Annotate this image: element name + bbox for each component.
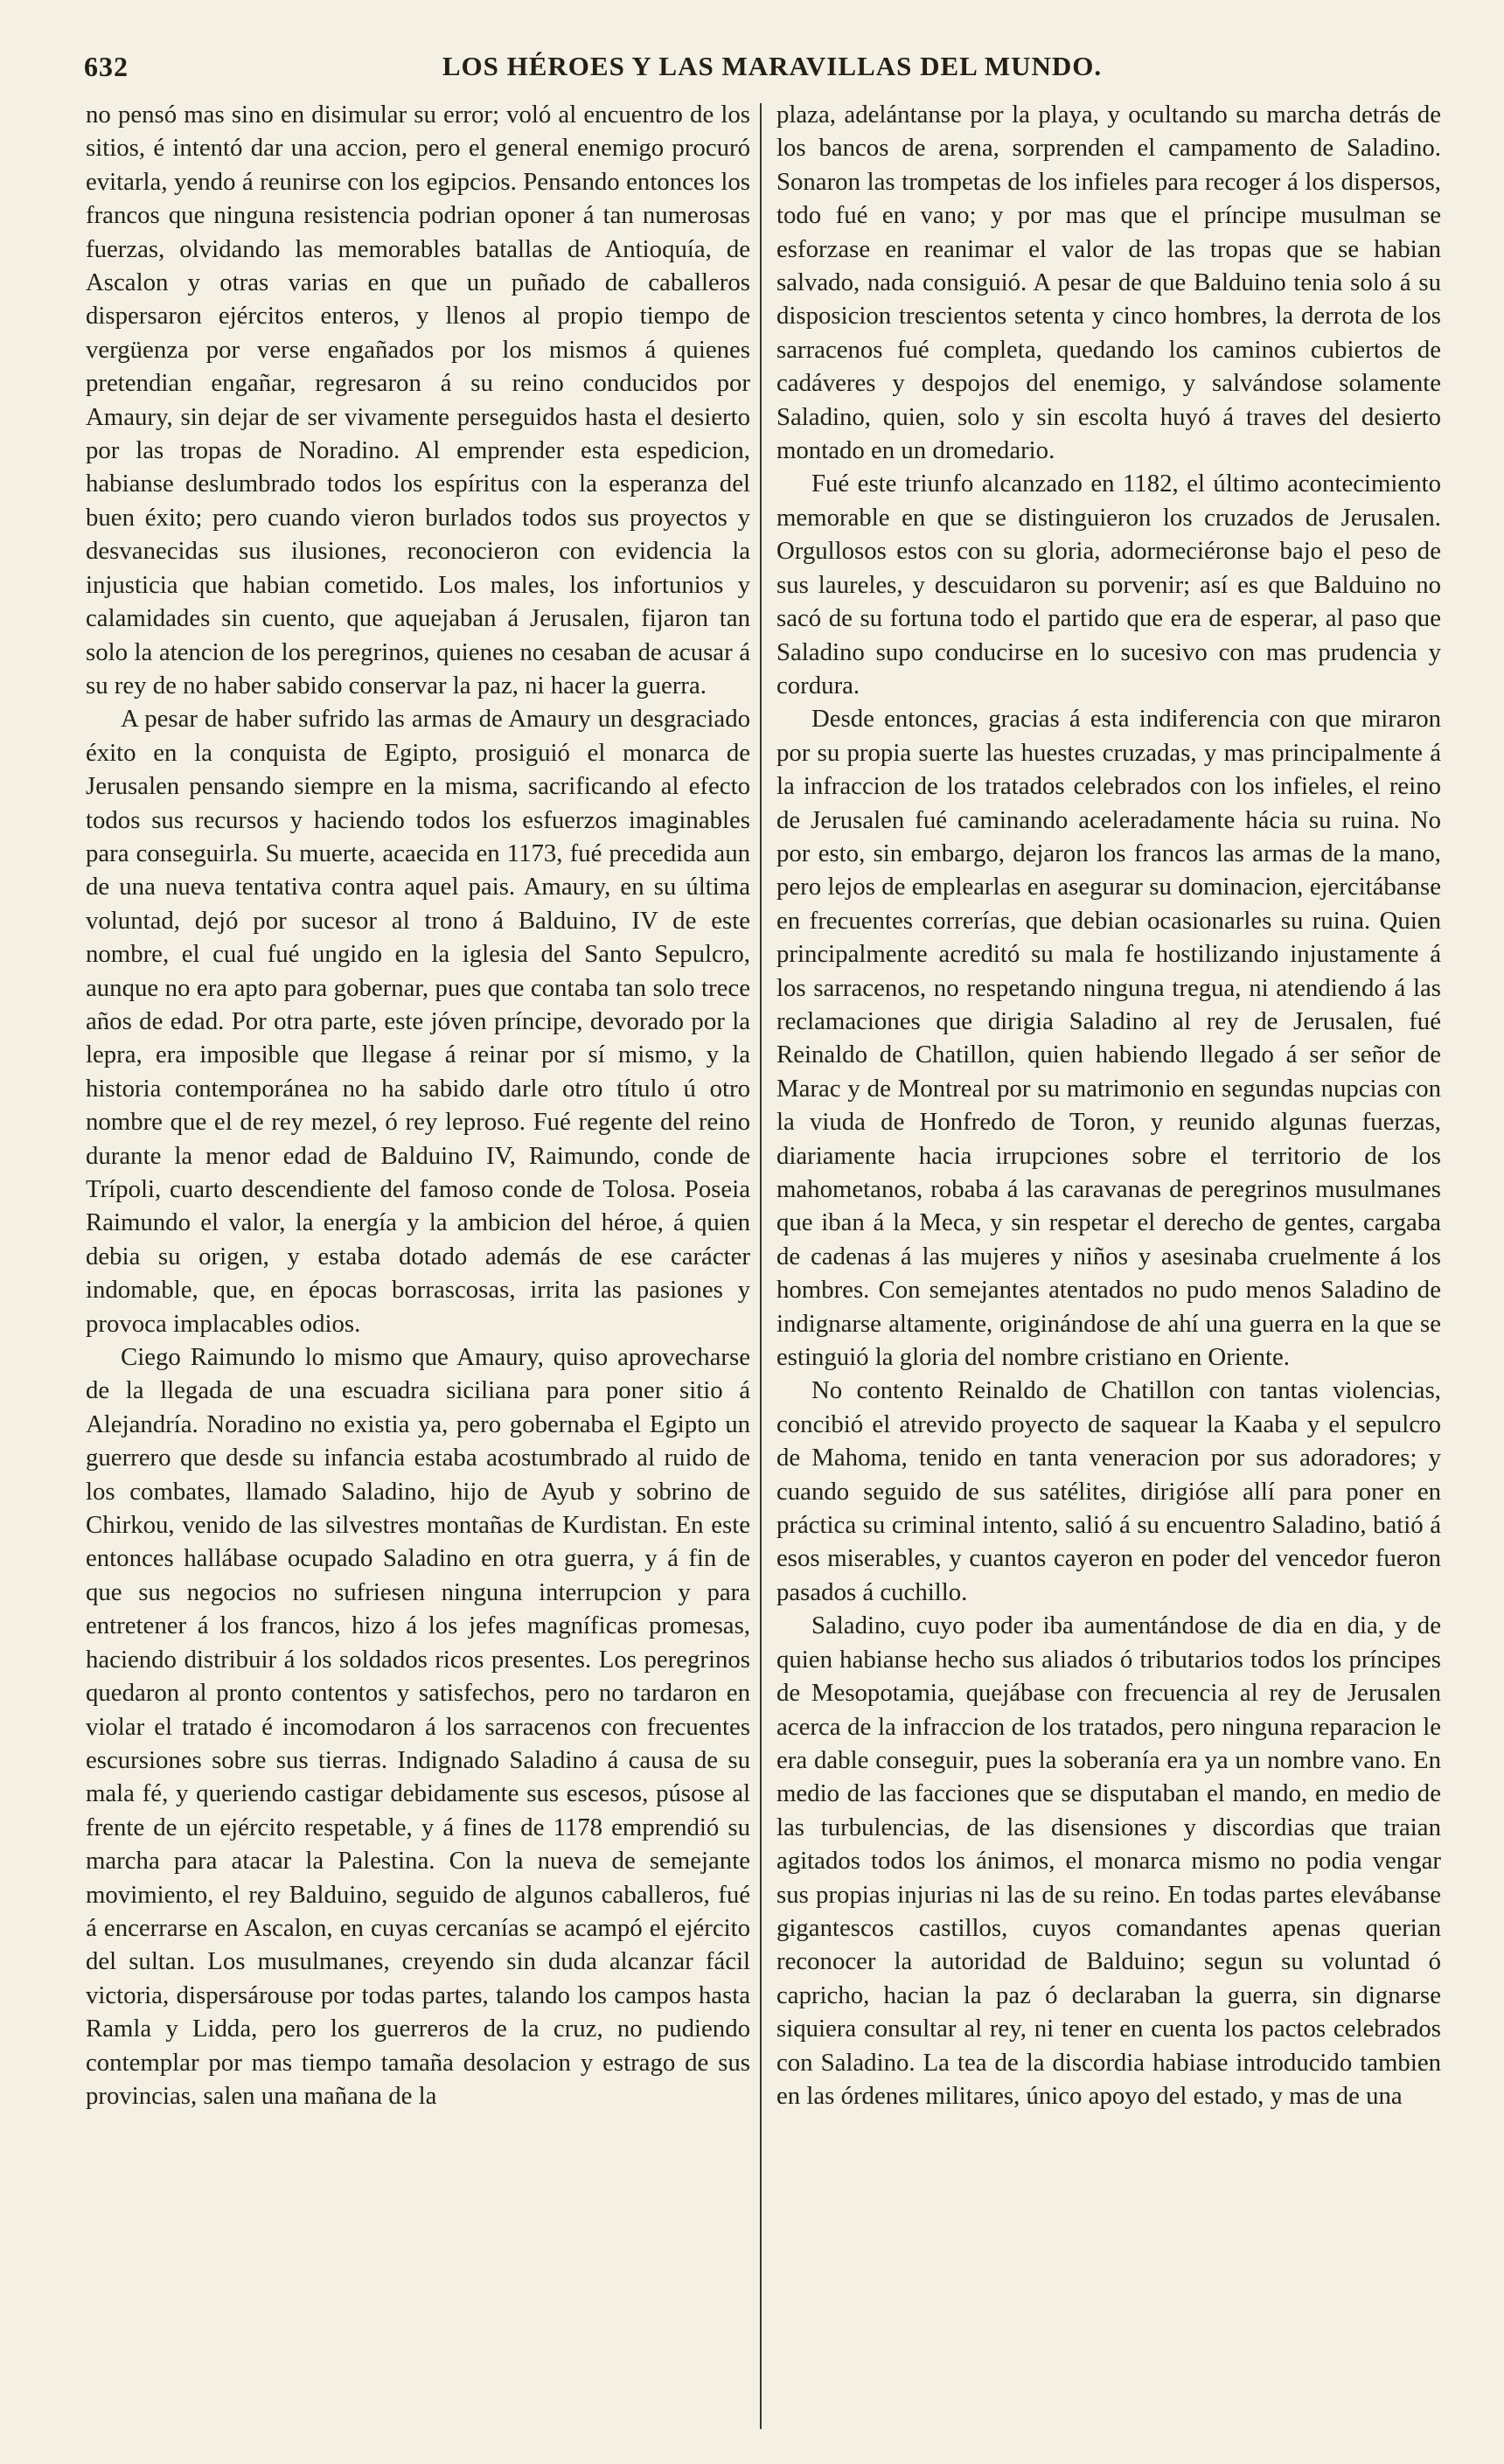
paragraph: Fué este triunfo alcanzado en 1182, el último acontecimiento memorable en que se distinguieron los cruzados de Jerusalen. Orgullosos estos con su gloria, adormeciéronse bajo el peso de sus laureles, y descuidaron su porvenir; así es que Balduino no sacó de su fortuna todo el partido que era de esperar, al paso que Saladino supo conducirse en lo sucesivo con mas prudencia y cordura.: [776, 470, 1441, 700]
page-number: 632: [84, 51, 129, 82]
paragraph: Ciego Raimundo lo mismo que Amaury, quiso aprovecharse de la llegada de una escuadra siciliana para poner sitio á Alejandría. Noradino no existia ya, pero gobernaba el Egipto un guerrero que desde su infancia estaba acostumbrado al ruido de los combates, llamado Saladino, hijo de Ayub y sobrino de Chirkou, venido de las silvestres montañas de Kurdistan. En este entonces hallábase ocupado Saladino en otra guerra, y á fin de que sus negocios no sufriesen ninguna interrupcion y para entretener á los francos, hizo á los jefes magníficas promesas, haciendo distribuir á los soldados ricos presentes. Los peregrinos quedaron al pronto contentos y satisfechos, pero no tardaron en violar el tratado é incomodaron á los sarracenos con frecuentes escursiones sobre sus tierras. Indignado Saladino á causa de su mala fé, y queriendo castigar debidamente sus escesos, púsose al frente de un ejército respetable, y á fines de 1178 emprendió su marcha para atacar la Palestina. Con la nueva de semejante movimiento, el rey Balduino, seguido de algunos caballeros, fué á encerrarse en Ascalon, en cuyas cercanías se acampó el ejército del sultan. Los musulmanes, creyendo sin duda alcanzar fácil victoria, dispersárouse por todas partes, talando los campos hasta Ramla y Lidda, pero los guerreros de la cruz, no pudiendo contemplar por mas tiempo tamaña desolacion y estrago de sus provincias, salen una mañana de la: [86, 1343, 750, 2110]
paragraph: Saladino, cuyo poder iba aumentándose de dia en dia, y de quien habianse hecho sus aliados ó tributarios todos los príncipes de Mesopotamia, quejábase con frecuencia al rey de Jerusalen acerca de la infraccion de los tratados, pero ninguna reparacion le era dable conseguir, pues la soberanía era ya un nombre vano. En medio de las facciones que se disputaban el mando, en medio de las turbulencias, de las disensiones y discordias que traian agitados todos los ánimos, el monarca mismo no podia vengar sus propias injurias ni las de su reino. En todas partes elevábanse gigantescos castillos, cuyos comandantes apenas querian reconocer la autoridad de Balduino; segun su voluntad ó capricho, hacian la paz ó declaraban la guerra, sin dignarse siquiera consultar al rey, ni tener en cuenta los pactos celebrados con Saladino. La tea de la discordia habiase introducido tambien en las órdenes militares, único apoyo del estado, y mas de una: [776, 1611, 1441, 2110]
paragraph: Desde entonces, gracias á esta indiferencia con que miraron por su propia suerte las huestes cruzadas, y mas principalmente á la infraccion de los tratados celebrados con los infieles, el reino de Jerusalen fué caminando aceleradamente hácia su ruina. No por esto, sin embargo, dejaron los francos las armas de la mano, pero lejos de emplearlas en asegurar su dominacion, ejercitábanse en frecuentes correrías, que debian ocasionarles su ruina. Quien principalmente acreditó su mala fe hostilizando injustamente á los sarracenos, no respetando ninguna tregua, ni atendiendo á las reclamaciones que dirigia Saladino al rey de Jerusalen, fué Reinaldo de Chatillon, quien habiendo llegado á ser señor de Marac y de Montreal por su matrimonio en segundas nupcias con la viuda de Honfredo de Toron, y reunido algunas fuerzas, diariamente hacia irrupciones sobre el territorio de los mahometanos, robaba á las caravanas de peregrinos musulmanes que iban á la Meca, y sin respetar el derecho de gentes, cargaba de cadenas á las mujeres y niños y asesinaba cruelmente á los hombres. Con semejantes atentados no pudo menos Saladino de indignarse altamente, originándose de ahí una guerra en la que se estinguió la gloria del nombre cristiano en Oriente.: [776, 705, 1441, 1372]
paragraph: No contento Reinaldo de Chatillon con tantas violencias, concibió el atrevido proyecto de saquear la Kaaba y el sepulcro de Mahoma, tenido en tanta veneracion por sus adoradores; y cuando seguido de sus satélites, dirigióse allí para poner en práctica su criminal intento, salió á su encuentro Saladino, batió á esos miserables, y cuantos cayeron en poder del vencedor fueron pasados á cuchillo.: [776, 1376, 1441, 1606]
page-header: [84, 51, 1460, 89]
left-column: [86, 98, 750, 2424]
running-title: LOS HÉROES Y LAS MARAVILLAS DEL MUNDO.: [442, 51, 1103, 81]
paragraph: plaza, adelántanse por la playa, y ocultando su marcha detrás de los bancos de arena, sorprenden el campamento de Saladino. Sonaron las trompetas de los infieles para recoger á los dispersos, todo fué en vano; y por mas que el príncipe musulman se esforzase en reanimar el valor de las tropas que se habian salvado, nada consiguió. A pesar de que Balduino tenia solo á su disposicion trescientos setenta y cinco hombres, la derrota de los sarracenos fué completa, quedando los caminos cubiertos de cadáveres y despojos del enemigo, y salvándose solamente Saladino, quien, solo y sin escolta huyó á traves del desierto montado en un dromedario.: [776, 101, 1441, 465]
paragraph: A pesar de haber sufrido las armas de Amaury un desgraciado éxito en la conquista de Egipto, prosiguió el monarca de Jerusalen pensando siempre en la misma, sacrificando al efecto todos sus recursos y haciendo todos los esfuerzos imaginables para conseguirla. Su muerte, acaecida en 1173, fué precedida aun de una nueva tentativa contra aquel pais. Amaury, en su última voluntad, dejó por sucesor al trono á Balduino, IV de este nombre, el cual fué ungido en la iglesia del Santo Sepulcro, aunque no era apto para gobernar, pues que contaba tan solo trece años de edad. Por otra parte, este jóven príncipe, devorado por la lepra, era imposible que llegase á reinar por sí mismo, y la historia contemporánea no ha sabido darle otro título ú otro nombre que el de rey mezel, ó rey leproso. Fué regente del reino durante la menor edad de Balduino IV, Raimundo, conde de Trípoli, cuarto descendiente del famoso conde de Tolosa. Poseia Raimundo el valor, la energía y la ambicion del héroe, á quien debia su origen, y estaba dotado además de ese carácter indomable, que, en épocas borrascosas, irrita las pasiones y provoca implacables odios.: [86, 705, 750, 1338]
right-column: [776, 98, 1441, 2424]
column-divider: [760, 103, 762, 2429]
paragraph: no pensó mas sino en disimular su error; voló al encuentro de los sitios, é intentó dar una accion, pero el general enemigo procuró evitarla, yendo á reunirse con los egipcios. Pensando entonces los francos que ninguna resistencia podrian oponer á tan numerosas fuerzas, olvidando las memorables batallas de Antioquía, de Ascalon y otras varias en que un puñado de caballeros dispersaron ejércitos enteros, y llenos al propio tiempo de vergüenza por verse engañados por los mismos á quienes pretendian engañar, regresaron á su reino conducidos por Amaury, sin dejar de ser vivamente perseguidos hasta el desierto por las tropas de Noradino. Al emprender esta espedicion, habianse deslumbrado todos los espíritus con la esperanza del buen éxito; pero cuando vieron burlados todos sus proyectos y desvanecidas sus ilusiones, reconocieron con evidencia la injusticia que habian cometido. Los males, los infortunios y calamidades sin cuento, que aquejaban á Jerusalen, fijaron tan solo la atencion de los peregrinos, quienes no cesaban de acusar á su rey de no haber sabido conservar la paz, ni hacer la guerra.: [86, 101, 750, 700]
